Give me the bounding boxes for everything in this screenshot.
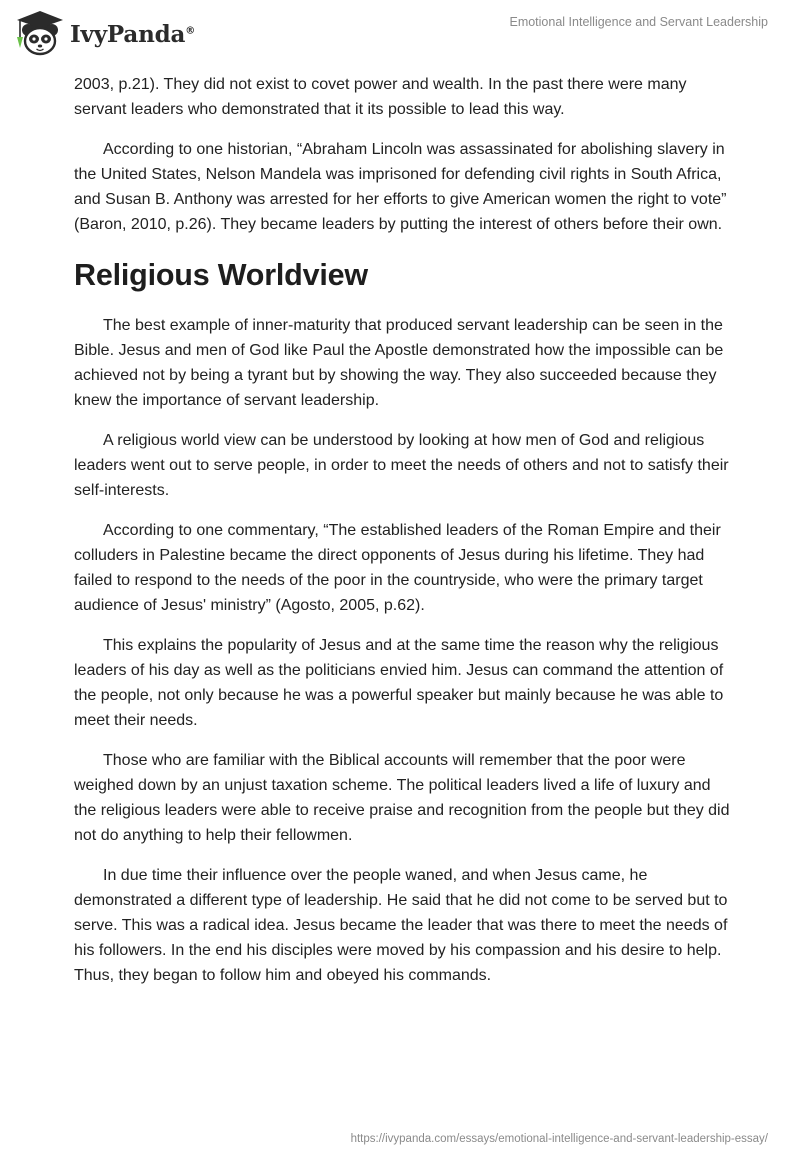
- registered-mark: ®: [185, 24, 195, 36]
- paragraph-popularity: This explains the popularity of Jesus and at the same time the reason why the religious leaders of his day as well as the politicians envied him. Jesus can command the attention of the people, not only because he was a powerful speaker but mainly because he was able to meet their needs.: [74, 637, 724, 729]
- paragraph-commentary: According to one commentary, “The established leaders of the Roman Empire and their colluders in Palestine became the direct opponents of Jesus during his lifetime. They had failed to respond to the needs of the poor in the countryside, who were the primary target audience of Jesus' ministry” (Agosto, 2005, p.62).: [74, 522, 721, 614]
- essay-body: [74, 72, 734, 1003]
- brand-name: IvyPanda®: [70, 20, 195, 48]
- paragraph-taxation: Those who are familiar with the Biblical accounts will remember that the poor were weighed down by an unjust taxation scheme. The political leaders lived a life of luxury and the religious leaders were able to receive praise and recognition from the people but they did not do anything to help their fellowmen.: [74, 752, 730, 844]
- paragraph-worldview: A religious world view can be understood by looking at how men of God and religious leaders went out to serve people, in order to meet the needs of others and not to satisfy their self-interests.: [74, 432, 729, 499]
- page-header: [0, 0, 800, 64]
- paragraph-bible: The best example of inner-maturity that produced servant leadership can be seen in the Bible. Jesus and men of God like Paul the Apostle demonstrated how the impossible can be achieved not by being a tyrant but by showing the way. They also succeeded because they knew the importance of servant leadership.: [74, 317, 724, 409]
- document-title: Emotional Intelligence and Servant Leadership: [509, 15, 768, 29]
- panda-logo-icon: [14, 8, 66, 58]
- paragraph-lincoln: According to one historian, “Abraham Lincoln was assassinated for abolishing slavery in the United States, Nelson Mandela was imprisoned for defending civil rights in South Africa, and Susan B. Anthony was arrested for her efforts to give American women the right to vote” (Baron, 2010, p.26). They became leaders by putting the interest of others before their own.: [74, 141, 727, 233]
- paragraph-intro: 2003, p.21). They did not exist to covet power and wealth. In the past there were many servant leaders who demonstrated that it its possible to lead this way.: [74, 76, 687, 118]
- paragraph-due-time: In due time their influence over the people waned, and when Jesus came, he demonstrated a different type of leadership. He said that he did not come to be served but to serve. This was a radical idea. Jesus became the leader that was there to meet the needs of his followers. In the end his disciples were moved by his compassion and his desire to help. Thus, they began to follow him and obeyed his commands.: [74, 867, 728, 984]
- ivypanda-logo[interactable]: [14, 8, 195, 58]
- source-url[interactable]: https://ivypanda.com/essays/emotional-intelligence-and-servant-leadership-essay/: [350, 1133, 768, 1145]
- section-heading: Religious Worldview: [74, 258, 368, 292]
